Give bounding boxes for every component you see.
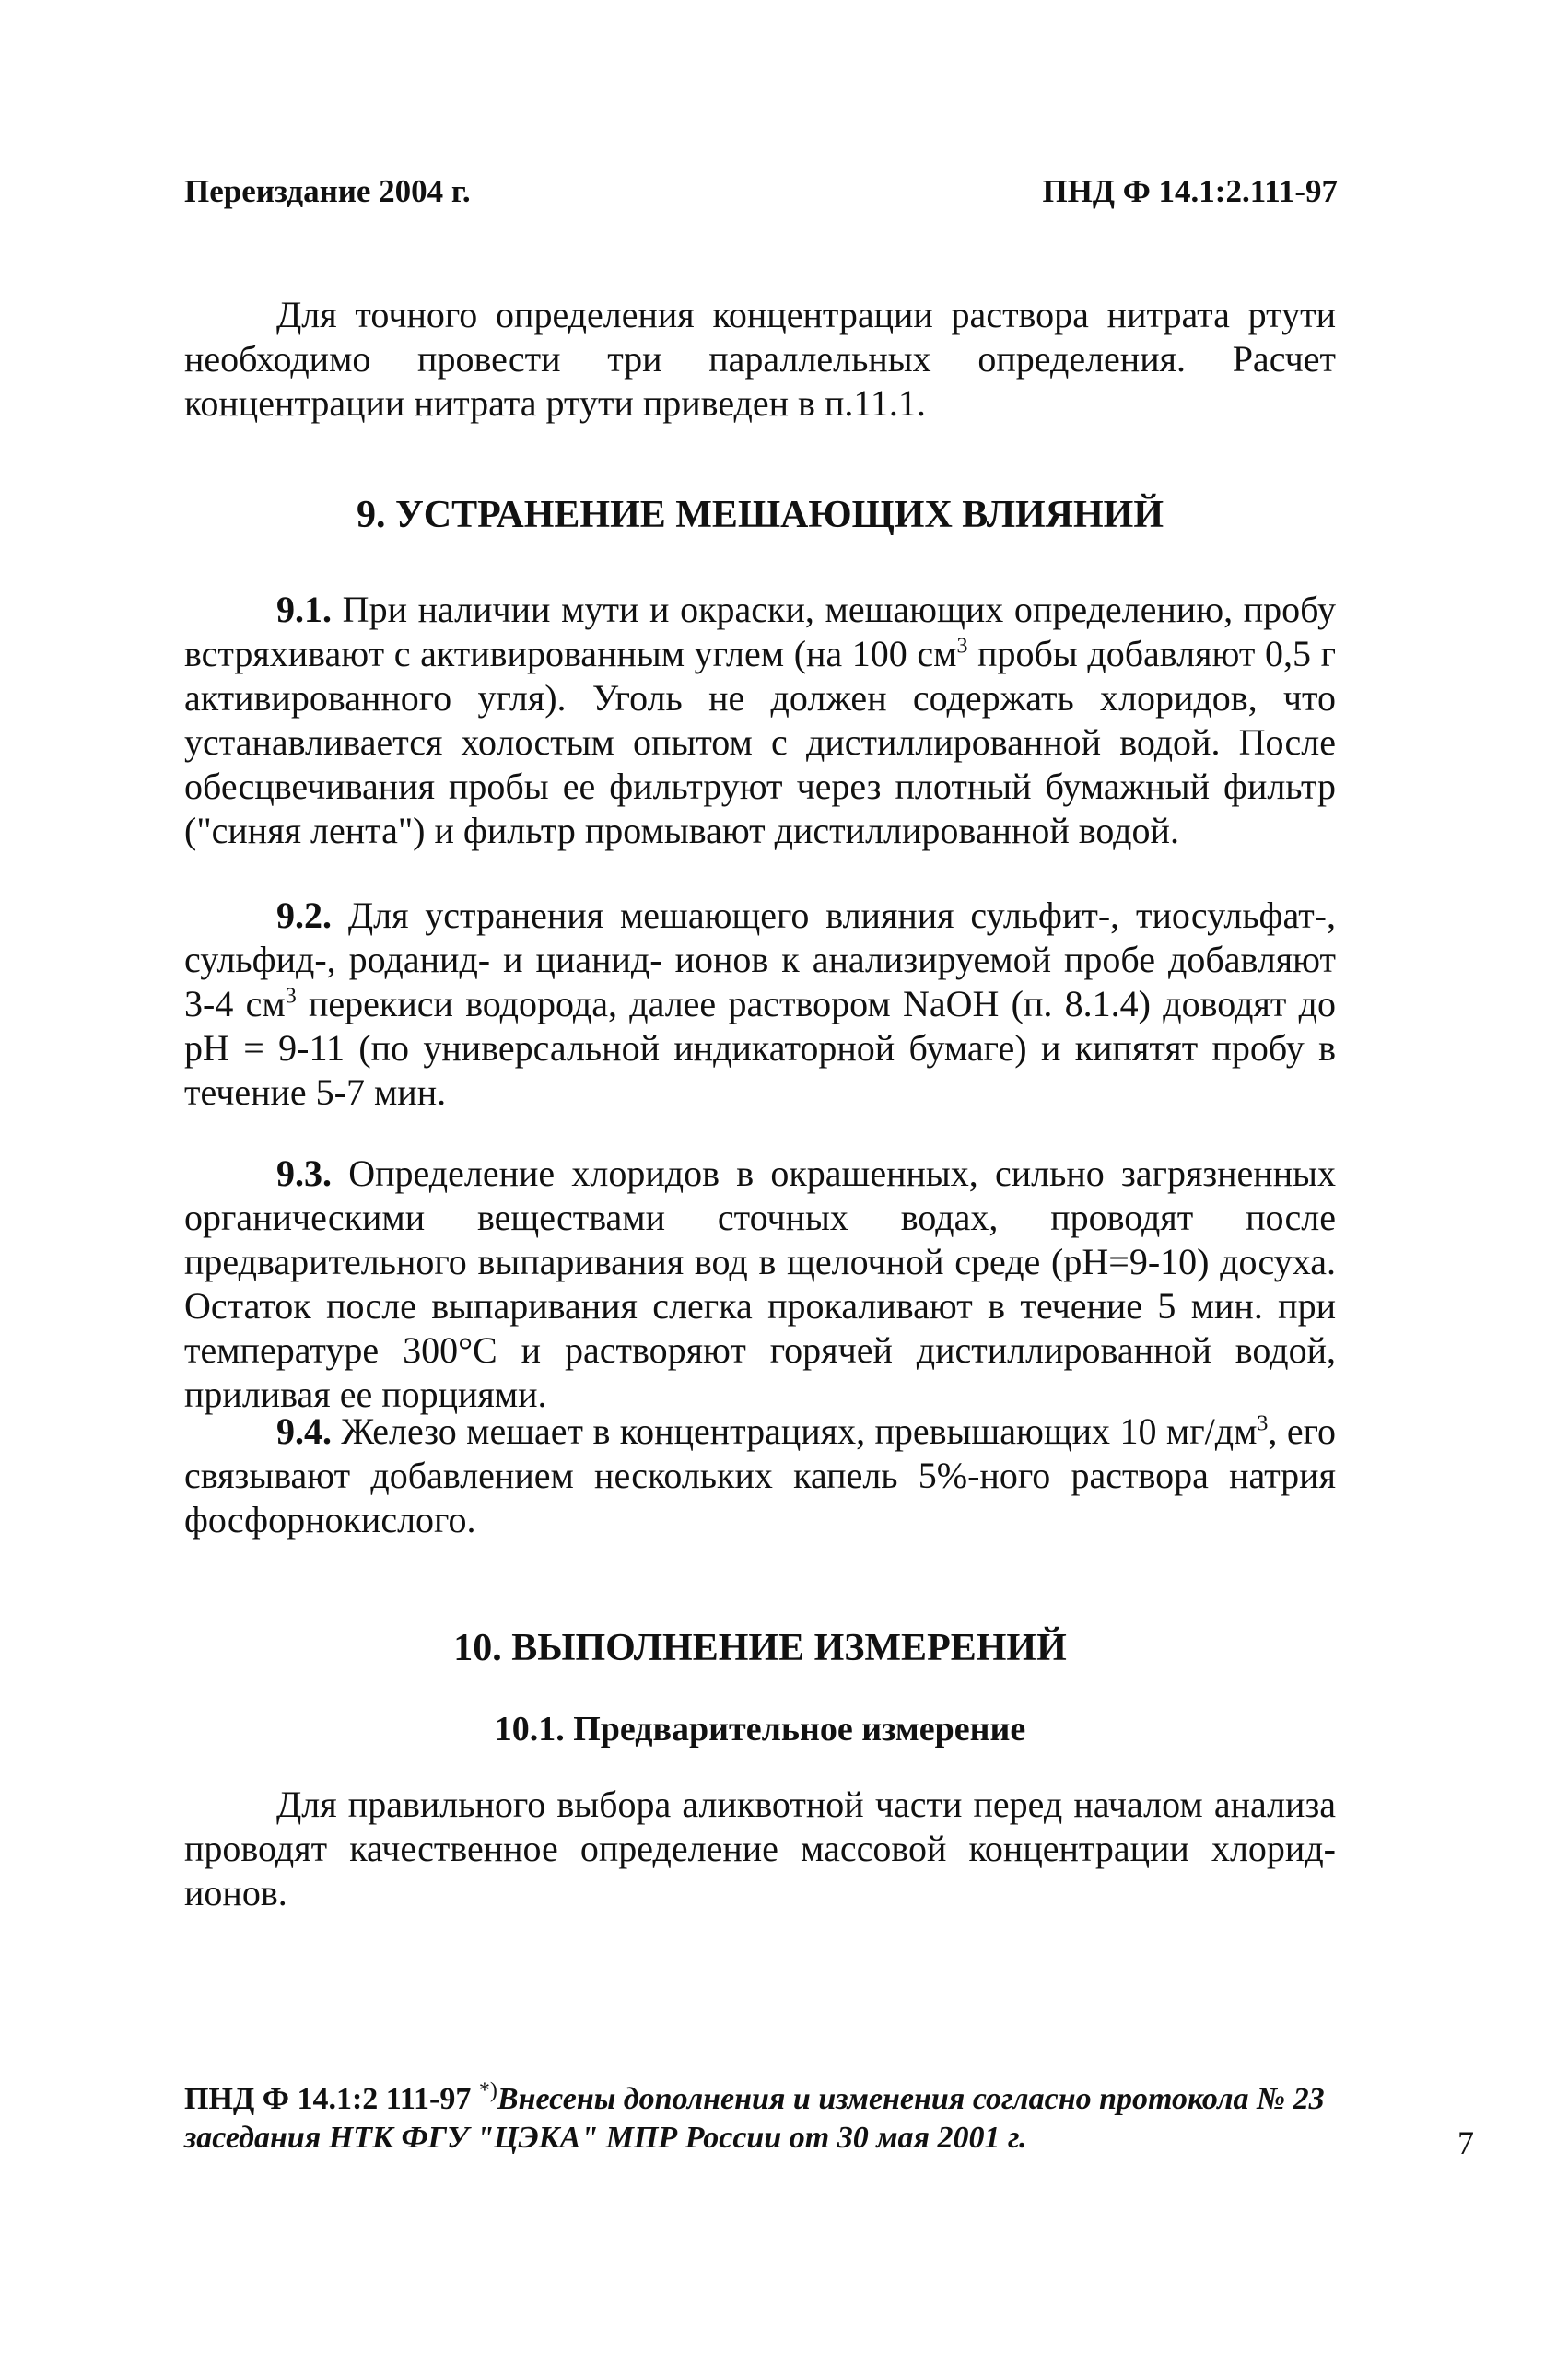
paragraph-text: перекиси водорода, далее раствором NaOH (п. 8.1.4) доводят до pH = 9-11 (по универсальной индикаторной бумаге) и кипятят пробу в течение 5-7 мин. <box>184 983 1336 1113</box>
footnote <box>184 2080 1336 2158</box>
footnote-doc-code: ПНД Ф 14.1:2 111-97 <box>184 2082 472 2116</box>
header-edition: Переиздание 2004 г. <box>184 173 471 209</box>
header-doc-code: ПНД Ф 14.1:2.111-97 <box>1042 173 1338 209</box>
paragraph-text: При наличии мути и окраски, мешающих определению, пробу встряхивают с активированным углем (на 100 см <box>184 589 1336 674</box>
paragraph-10-1: Для правильного выбора аликвотной части перед началом анализа проводят качественное определение массовой концентрации хлорид-ионов. <box>184 1784 1336 1913</box>
page-number: 7 <box>1457 2124 1474 2161</box>
paragraph-text: , его связывают добавлением нескольких капель 5%-ного раствора натрия фосфорнокислого. <box>184 1410 1336 1540</box>
footnote-text: Внесены дополнения и изменения согласно протокола № 23 заседания НТК ФГУ "ЦЭКА" МПР России от 30 мая 2001 г. <box>184 2082 1325 2155</box>
superscript: 3 <box>1257 1411 1269 1436</box>
paragraph-9-4 <box>184 1410 1336 1542</box>
paragraph-text: Определение хлоридов в окрашенных, сильно загрязненных органическими веществами сточных водах, проводят после предварительного выпаривания вод в щелочной среде (pH=9-10) досуха. Остаток после выпаривания слегка прокаливают в течение 5 мин. при температуре 300°С и растворяют горячей дистиллированной водой, приливая ее порциями. <box>184 1152 1336 1415</box>
intro-paragraph: Для точного определения концентрации раствора нитрата ртути необходимо провести три параллельных определения. Расчет концентрации нитрата ртути приведен в п.11.1. <box>184 294 1336 424</box>
section-10-1-subtitle: 10.1. Предварительное измерение <box>494 1710 1026 1749</box>
paragraph-text: Железо мешает в концентрациях, превышающих 10 мг/дм <box>332 1410 1258 1452</box>
paragraph-9-2 <box>184 894 1336 1115</box>
paragraph-text: пробы добавляют 0,5 г активированного угля). Уголь не должен содержать хлоридов, что устанавливается холостым опытом с дистиллированной водой. После обесцвечивания пробы ее фильтруют через плотный бумажный фильтр ("синяя лента") и фильтр промывают дистиллированной водой. <box>184 633 1336 851</box>
section-10-title: 10. ВЫПОЛНЕНИЕ ИЗМЕРЕНИЙ <box>453 1627 1067 1669</box>
section-9-title: 9. УСТРАНЕНИЕ МЕШАЮЩИХ ВЛИЯНИЙ <box>356 494 1164 536</box>
footnote-mark: *) <box>478 2078 497 2103</box>
paragraph-number: 9.2. <box>276 895 332 936</box>
superscript: 3 <box>285 984 297 1009</box>
paragraph-9-1 <box>184 588 1336 853</box>
superscript: 3 <box>956 634 968 659</box>
paragraph-9-3 <box>184 1152 1336 1417</box>
paragraph-text: Для устранения мешающего влияния сульфит-, тиосульфат-, сульфид-, роданид- и цианид- ионов к анализируемой пробе добавляют 3-4 см <box>184 895 1336 1024</box>
paragraph-number: 9.3. <box>276 1152 332 1194</box>
paragraph-number: 9.4. <box>276 1410 332 1452</box>
paragraph-number: 9.1. <box>276 589 332 630</box>
